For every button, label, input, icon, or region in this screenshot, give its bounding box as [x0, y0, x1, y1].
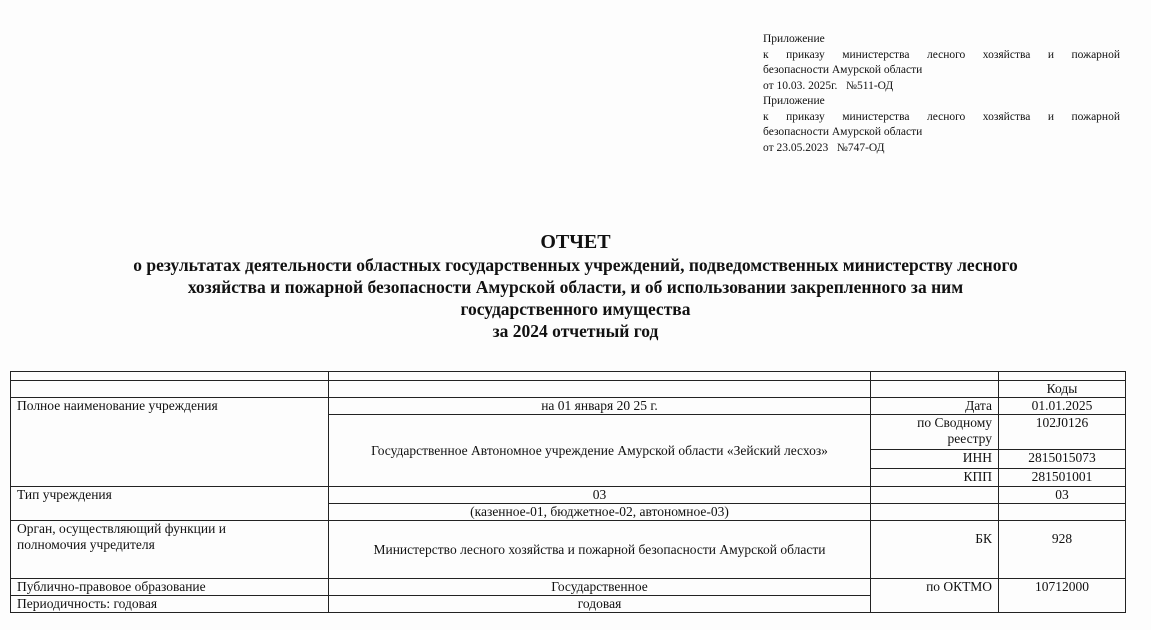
appendix-line: Приложение — [763, 95, 825, 107]
appendix-line: к приказу министерства лесного хозяйства и пожарной — [763, 110, 1120, 123]
period-label: Периодичность: годовая — [11, 596, 329, 613]
date-text: на 01 января 20 25 г. — [329, 398, 871, 415]
appendix-line: от 23.05.2023 №747-ОД — [763, 141, 885, 154]
table-cell — [999, 372, 1126, 381]
table-cell — [871, 381, 999, 398]
report-form-table — [10, 371, 1126, 613]
svod-code: 102J0126 — [999, 415, 1126, 450]
oktmo-label: по ОКТМО — [871, 579, 999, 613]
table-cell — [11, 381, 329, 398]
type-hint: (казенное-01, бюджетное-02, автономное-03) — [329, 504, 871, 521]
organ-value: Министерство лесного хозяйства и пожарной безопасности Амурской области — [329, 521, 871, 579]
inn-code: 2815015073 — [999, 450, 1126, 469]
ppo-label: Публично-правовое образование — [11, 579, 329, 596]
table-cell — [999, 504, 1126, 521]
period-value: годовая — [329, 596, 871, 613]
type-code: 03 — [999, 487, 1126, 504]
codes-header: Коды — [999, 381, 1126, 398]
organ-label-line: Орган, осуществляющий функции и — [17, 521, 226, 536]
bk-label: БК — [871, 521, 999, 579]
table-cell — [329, 372, 871, 381]
table-cell — [11, 372, 329, 381]
table-cell — [871, 487, 999, 504]
organ-label — [11, 521, 329, 579]
table-cell — [871, 372, 999, 381]
full-name-value: Государственное Автономное учреждение Амурской области «Зейский лесхоз» — [329, 415, 871, 487]
inn-label: ИНН — [871, 450, 999, 469]
full-name-label: Полное наименование учреждения — [11, 398, 329, 487]
type-value: 03 — [329, 487, 871, 504]
report-period: за 2024 отчетный год — [492, 321, 659, 341]
appendix-line: от 10.03. 2025г. №511-ОД — [763, 79, 894, 92]
report-title: ОТЧЕТ — [540, 231, 611, 253]
appendix-line: безопасности Амурской области — [763, 64, 923, 76]
svod-label-line: по Сводному — [917, 415, 992, 430]
svod-label-line: реестру — [947, 431, 992, 446]
ppo-value: Государственное — [329, 579, 871, 596]
kpp-code: 281501001 — [999, 469, 1126, 487]
appendix-line: безопасности Амурской области — [763, 126, 923, 138]
appendix-block — [763, 32, 1120, 156]
appendix-line: к приказу министерства лесного хозяйства и пожарной — [763, 48, 1120, 61]
report-subtitle-line: хозяйства и пожарной безопасности Амурской области, и об использовании закрепленного за ним — [187, 277, 964, 297]
bk-code: 928 — [999, 521, 1126, 579]
type-label: Тип учреждения — [11, 487, 329, 521]
table-cell — [871, 504, 999, 521]
kpp-label: КПП — [871, 469, 999, 487]
appendix-line: Приложение — [763, 33, 825, 45]
date-code: 01.01.2025 — [999, 398, 1126, 415]
report-subtitle-line: о результатах деятельности областных государственных учреждений, подведомственных министерству лесного — [133, 255, 1018, 275]
date-label: Дата — [871, 398, 999, 415]
organ-label-line: полномочия учредителя — [17, 537, 155, 552]
report-subtitle-line: государственного имущества — [460, 299, 691, 319]
svod-label — [871, 415, 999, 450]
oktmo-code: 10712000 — [999, 579, 1126, 613]
report-title-block — [10, 230, 1141, 342]
table-cell — [329, 381, 871, 398]
